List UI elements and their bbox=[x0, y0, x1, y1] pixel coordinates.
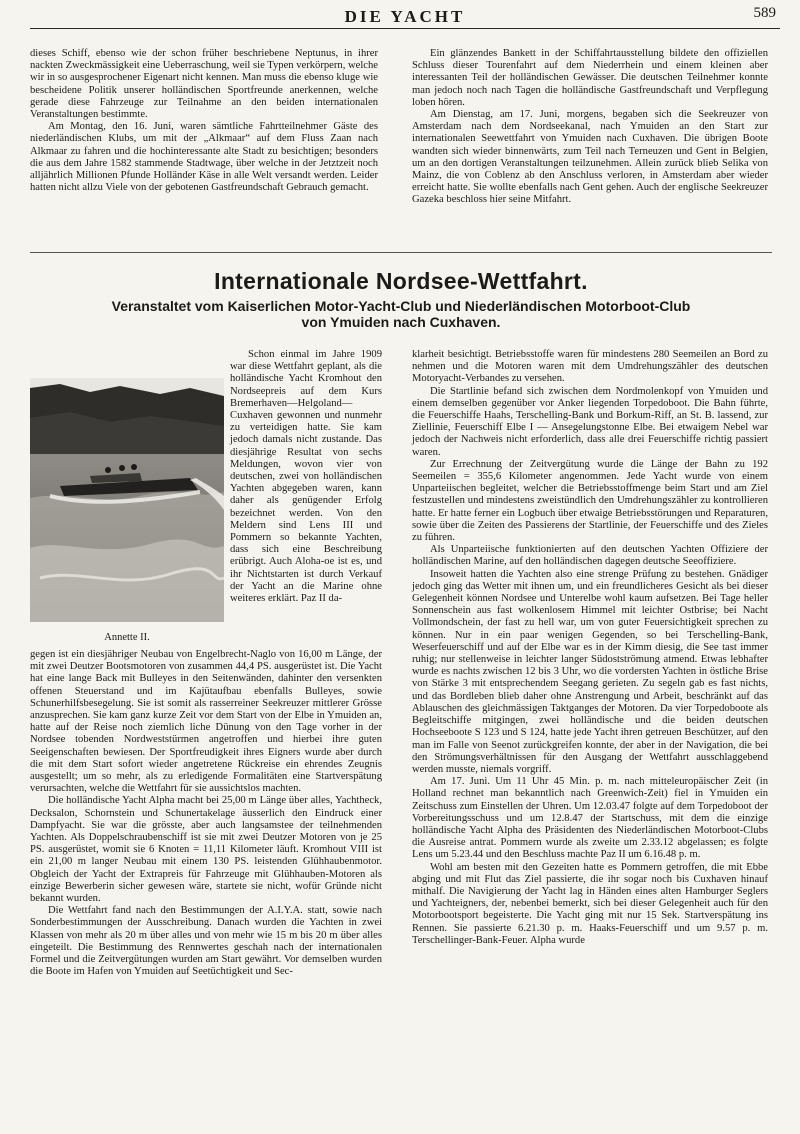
article-column-left bbox=[30, 649, 382, 1125]
paragraph: Am Dienstag, am 17. Juni, morgens, begaben sich die Seekreuzer von Amsterdam nach dem Nordseekanal, nach Ymuiden an den Start zur internationalen Seewettfahrt von Ymuiden nach Cuxhaven. Die übrigen Boote wandten sich wieder binnenwärts, zum Teil nach Terneuzen und Gent in Belgien, um an den dortigen Veranstaltungen teilzunehmen. Allein zurück blieb Selika von Mainz, die von Coblenz ab den Anschluss verloren, in Amsterdam aber wieder erreicht hatte. Sie wollte ebenfalls nach Gent gehen. Auch der englische Seekreuzer Gazeka beschloss hier seine Mitfahrt. bbox=[412, 109, 768, 206]
page-number: 589 bbox=[753, 5, 776, 21]
article-column-right bbox=[412, 349, 768, 1125]
subtitle-line: Veranstaltet vom Kaiserlichen Motor-Yacht-Club und Niederländischen Motorboot-Club bbox=[111, 298, 691, 314]
paragraph: Wohl am besten mit den Gezeiten hatte es Pommern getroffen, die mit Ebbe abging und mit Flut das Ziel passierte, die ihr sogar noch bis Cuxhaven hinauf mithalf. Die Navigierung der Yacht lag in Händen eines alten Hamburger Seglers und Yachteigners, der, nebenbei bemerkt, sich bei dieser Gelegenheit auch für den Motorbootsport begeisterte. Die Yacht ging mit nur 15 Sek. Startverspätung ins Rennen. Sie passierte 6.21.30 p. m. Haaks-Feuerschiff und um 9.57 p. m. Terschellinger-Bank-Feuer. Alpha wurde bbox=[412, 861, 768, 946]
paragraph: Zur Errechnung der Zeitvergütung wurde die Länge der Bahn zu 192 Seemeilen = 355,6 Kilometer angenommen. Jede Yacht wurde von einem Unparteiischen begleitet, welcher die Betriebsstoffmenge beim Start und am Ziel festzustellen und mindestens zweistündlich den Umdrehungszähler zu kontrollieren hatte. Er hatte ferner ein Logbuch über etwaige Betriebsstörungen und Reparaturen, sowie über die Zeiten des Passierens der Startlinie, der Feuerschiffe und des Zieles zu führen. bbox=[412, 458, 768, 544]
paragraph: Am 17. Juni. Um 11 Uhr 45 Min. p. m. nach mitteleuropäischer Zeit (in Holland rechnet man bekanntlich nach Greenwich-Zeit) fiel in Ymuiden ein Zeitschuss zum Einstellen der Uhren. Um 12.03.47 folgte auf dem Torpedoboot der Vorbereitungsschuss und um 12.8.47 der Startschuss, mit dem die einzige holländische Yacht Alpha des Präsidenten des Niederländischen Motorboot-Clubs die Ausreise antrat. Pommern wurde als zweite um 2.33.12 abgelassen; es folgte Lens um 5.23.44 und den Beschluss machte Paz II um 6.16.48 p. m. bbox=[412, 776, 768, 861]
article-subtitle bbox=[30, 298, 772, 330]
running-head bbox=[30, 4, 780, 29]
journal-title: DIE YACHT bbox=[344, 7, 466, 26]
article-column-narrow bbox=[230, 349, 382, 649]
top-left-column bbox=[30, 48, 378, 248]
paragraph: Die holländische Yacht Alpha macht bei 25,00 m Länge über alles, Yachtheck, Decksalon, Schornstein und Schunertakelage äusserlich den Eindruck einer Dampfyacht. Sie war die grösste, aber auch langsamstee der teilnehmenden Yachten. Als Doppelschraubenschiff ist sie mit zwei Deutzer Motoren von je 25 PS. ausgerüstet, womit sie 6 Knoten = 11,11 Kilometer läuft. Kromhout VIII ist ein 21,00 m langer Neubau mit einem 130 PS. leistenden Glühhaubenmotor. Obgleich der Yacht der Extrapreis für Fahrzeuge mit Glühhauben-Motoren als einzige Bewerberin sicher gewesen wäre, startete sie nicht, wofür Gründe nicht bekannt wurden. bbox=[30, 795, 382, 905]
photo-illustration bbox=[30, 378, 224, 622]
paragraph: dieses Schiff, ebenso wie der schon früher beschriebene Neptunus, in ihrer nackten Zweckmässigkeit eine Ueberraschung, weil sie Typen verkörpern, welche wir in so ausgesprochener Eigenart nicht kennen. Man muss die ebenso kluge wie bescheidene Politik unserer holländischen Sportfreunde anerkennen, welche gerade diese Fahrzeuge zur Teilnahme an den beiden internationalen Veranstaltungen bestimmte. bbox=[30, 48, 378, 121]
paragraph: gegen ist ein diesjähriger Neubau von Engelbrecht-Naglo von 16,00 m Länge, der mit zwei Deutzer Bootsmotoren von zusammen 44,4 PS. ausgerüstet ist. Die Yacht hat eine lange Back mit Bulleyes in den Seitenwänden, dahinter den versenkten offenen Steuerstand und im Kajütaufbau ebenfalls Bulleyes, sowie Schunerhilfsbesegelung. Sie ist somit als rasserreiner Seekreuzer mittlerer Grösse anzusprechen. Sie kam ganz kurze Zeit vor dem Start von der Elbe in Ymuiden an, hatte auf der Reise noch ziemlich liche Dünung von den Tage vorher in der Nordsee tobenden Nordweststürmen angetroffen und hierbei ihre guten Seeigenschaften bewiesen. Der Sportfreudigkeit ihres Eigners wurde aber durch die mit dem Start sofort wieder angetretene Rückreise ein ehrendes Zeugnis ausgestellt; um so mehr, als zu erledigende Formalitäten eine Startverspätung verursachten, welche die Wettfahrt für sie aussichtslos machten. bbox=[30, 649, 382, 795]
paragraph: Ein glänzendes Bankett in der Schiffahrtausstellung bildete den offiziellen Schluss dieser Tourenfahrt auf dem Niederrhein und einem kleinen aber interessanten Teil der holländischen Gewässer. Die deutschen Teilnehmer konnte man jedoch noch nach Tagen die holländische Gastfreundschaft und Verpflegung loben hören. bbox=[412, 48, 768, 108]
paragraph: klarheit besichtigt. Betriebsstoffe waren für mindestens 280 Seemeilen an Bord zu nehmen und die Motoren waren mit dem Umdrehungszähler des deutschen Motoryacht-Verbandes zu versehen. bbox=[412, 349, 768, 385]
top-right-column bbox=[412, 48, 768, 248]
motorboat-photo bbox=[30, 378, 224, 622]
paragraph: Die Startlinie befand sich zwischen dem Nordmolenkopf von Ymuiden und einem demselben gegenüber vor Anker liegenden Torpedoboot. Die Bahn führte, die Feuerschiffe Haahs, Terschelling-Bank und Borkum-Riff, an St. B. lassend, zur Ziellinie, Feuerschiff Elbe I — Ansegelungstonne Elbe. Bei etwaigem Nebel war jedoch der Nachweis nicht erforderlich, dass alle drei Feuerschiffe richtig passiert waren. bbox=[412, 385, 768, 458]
paragraph: Die Wettfahrt fand nach den Bestimmungen der A.I.Y.A. statt, sowie nach Sonderbestimmungen der Ausschreibung. Danach wurden die Yachten in zwei Klassen von mehr als 20 m über alles und von mehr wie 15 m bis 20 m über alles eingeteilt. Die Bestimmung des Rennwertes geschah nach der internationalen Formel und die Zeitvergütungen wurden am Start gewährt. Vor demselben wurden die Boote im Hafen von Ymuiden auf Seetüchtigkeit und Sec- bbox=[30, 905, 382, 978]
paragraph: Insoweit hatten die Yachten also eine strenge Prüfung zu bestehen. Gnädiger jedoch ging das Wetter mit ihnen um, und ein freundlicheres Gesicht als bei dieser Gelegenheit können Nordsee und Unterelbe wohl kaum aufsetzen. Bei Tage heller Sonnenschein aus fast wolkenlosem Himmel mit leichter Ostbrise; bei Nacht Vollmondschein, der fast zu hell war, um von guter Feuersichtigkeit sprechen zu können. Nur in ein paar wenigen Gegenden, so bei Terschelling-Bank, Weserfeuerschiff und auf der Elbe war es in der Kimm diesig, die See tast immer ruhig; nur stellenweise in leichter langer Südostströmung atmend. Etwas lebhafter wurde es nachts zwischen 12 bis 3 Uhr, wo die vordersten Yachten in östliche Brise von Stärke 3 mit entsprechendem Seegang gerieten. Zu segeln gab es fast nichts, und das Bordleben blieb daher ohne Anstrengung und Arbeit, beschränkt auf das Ablauschen des gleichmässigen Taktganges der Motoren. Da vier Torpedoboote als Begleitschiffe mitgingen, zwei holländische und die beiden deutschen Hochseeboote S 123 und S 124, hatte jede Yacht ihren getreuen Beschützer, auf den man im Falle von Seenot zurückgreifen konnte, der aber in der Navigation, die bei den Strömungsverhältnissen für den Ausgang der Wettfahrt ausschlaggebend werden musste, niemals vorgriff. bbox=[412, 568, 768, 775]
paragraph: Als Unparteiische funktionierten auf den deutschen Yachten Offiziere der holländischen Marine, auf den holländischen dagegen deutsche Seeoffiziere. bbox=[412, 544, 768, 568]
subtitle-line: von Ymuiden nach Cuxhaven. bbox=[301, 314, 501, 330]
paragraph: Am Montag, den 16. Juni, waren sämtliche Fahrtteilnehmer Gäste des niederländischen Klubs, um mit der „Alkmaar“ auf dem Fluss Zaan nach Alkmaar zu fahren und die hochinteressante alte Stadt zu besichtigen; besonders die aus dem Jahre 1582 stammende Stadtwage, über welche in der Jetztzeit noch alljährlich Millionen Pfunde Holländer Käse in alle Welt versandt werden. Leider hatten nicht allzu Viele von der gebotenen Gastfreundschaft Gebrauch gemacht. bbox=[30, 121, 378, 194]
figure-caption: Annette II. bbox=[104, 632, 150, 643]
section-divider bbox=[30, 252, 772, 253]
paragraph: Schon einmal im Jahre 1909 war diese Wettfahrt geplant, als die holländische Yacht Kromhout den Nordseepreis auf dem Kurs Bremerhaven—Helgoland—Cuxhaven gewonnen und nunmehr zu verteidigen hatte. Sie kam jedoch damals nicht zustande. Das diesjährige Resultat von sechs Meldungen, wovon vier von deutschen, zwei von holländischen Yachten abgegeben waren, kann daher als genügender Erfolg bezeichnet werden. Von den Meldern sind Lens III und Pommern so bekannte Yachten, dass sich eine Beschreibung erübrigt. Auch Aloha-oe ist es, und ihr Nichtstarten ist durch Verkauf der Yacht an die Marine ohne weiteres erklärt. Paz II da- bbox=[230, 349, 382, 605]
article-title: Internationale Nordsee-Wettfahrt. bbox=[214, 268, 588, 294]
